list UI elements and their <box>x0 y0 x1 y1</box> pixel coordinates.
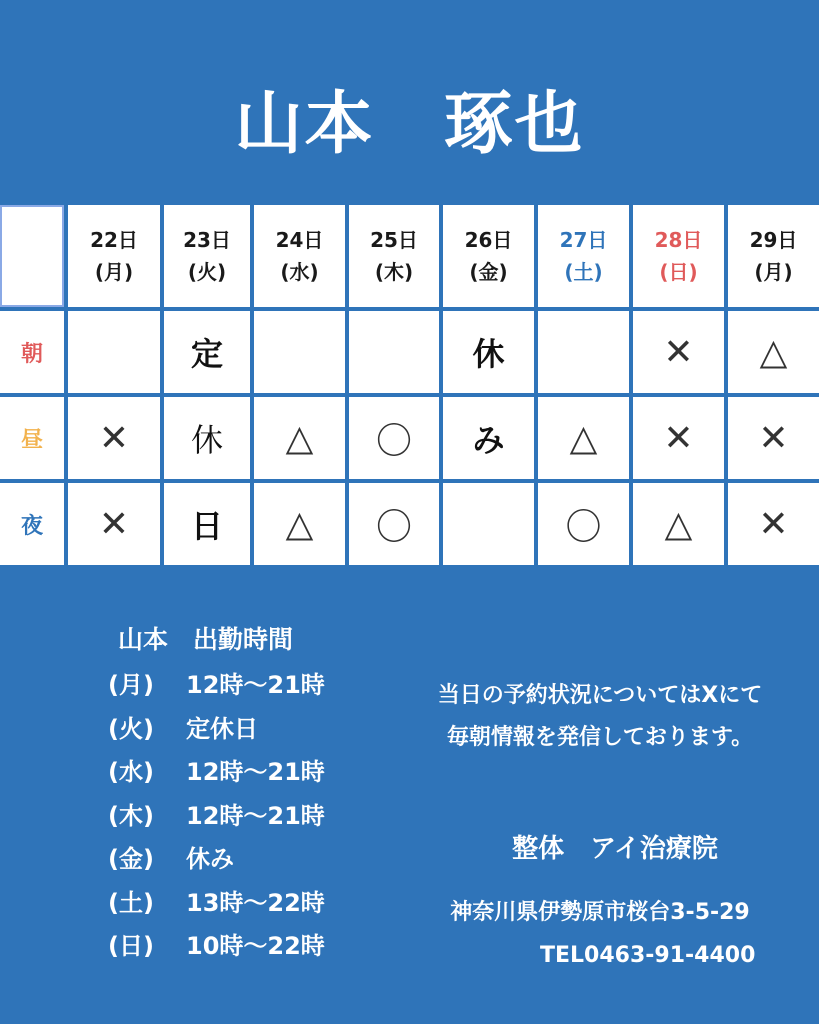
schedule-cell: ✕ <box>633 311 724 393</box>
schedule-cell: 休 <box>443 311 534 393</box>
schedule-cell: み <box>443 397 534 479</box>
day-weekday: (火) <box>187 260 227 284</box>
day-header <box>633 205 724 307</box>
schedule-cell: ✕ <box>728 397 819 479</box>
day-header <box>349 205 439 307</box>
day-header <box>728 205 819 307</box>
day-header <box>254 205 345 307</box>
hours-row <box>108 926 325 970</box>
hours-list <box>108 665 325 970</box>
schedule-cell <box>68 311 160 393</box>
schedule-cell: 日 <box>164 483 250 565</box>
notice-line: 当日の予約状況についてはXにて <box>437 683 763 708</box>
hours-time: 定休日 <box>186 714 258 743</box>
day-date: 29日 <box>749 228 798 252</box>
clinic-phone: TEL0463-91-4400 <box>540 943 756 968</box>
hours-row <box>108 839 325 883</box>
schedule-cell: 休 <box>164 397 250 479</box>
hours-row <box>108 796 325 840</box>
day-weekday: (土) <box>564 260 603 284</box>
row-label: 昼 <box>0 397 64 479</box>
hours-row <box>108 709 325 753</box>
schedule-cell: △ <box>538 397 629 479</box>
day-header <box>443 205 534 307</box>
notice-line: 毎朝情報を発信しております。 <box>446 725 754 750</box>
schedule-cell: ✕ <box>68 483 160 565</box>
day-date: 28日 <box>654 228 703 252</box>
day-weekday: (日) <box>659 260 698 284</box>
hours-row <box>108 665 325 709</box>
hours-day: (日) <box>108 932 154 960</box>
day-date: 22日 <box>90 228 138 252</box>
hours-time: 12時～21時 <box>186 671 325 699</box>
schedule-cell: ✕ <box>68 397 160 479</box>
hours-day: (月) <box>108 671 154 699</box>
hours-day: (木) <box>108 801 154 830</box>
hours-day: (金) <box>108 845 154 873</box>
clinic-name: 整体 アイ治療院 <box>512 834 718 864</box>
day-header <box>538 205 629 307</box>
schedule-cell <box>443 483 534 565</box>
schedule-cell: 〇 <box>349 483 439 565</box>
schedule-table <box>0 205 819 567</box>
day-date: 26日 <box>464 228 513 252</box>
hours-day: (土) <box>108 888 154 917</box>
hours-row <box>108 883 325 927</box>
table-corner <box>0 205 64 307</box>
hours-day: (水) <box>108 758 154 786</box>
schedule-cell: 〇 <box>349 397 439 479</box>
schedule-cell: ✕ <box>633 397 724 479</box>
hours-title: 山本 出勤時間 <box>118 625 294 654</box>
day-date: 25日 <box>370 228 418 252</box>
day-weekday: (木) <box>374 260 414 284</box>
schedule-cell: △ <box>633 483 724 565</box>
page-title: 山本 琢也 <box>234 85 585 164</box>
day-date: 23日 <box>183 228 231 252</box>
schedule-cell: △ <box>254 483 345 565</box>
hours-time: 13時～22時 <box>186 888 325 917</box>
schedule-cell: 定 <box>164 311 250 393</box>
schedule-cell: 〇 <box>538 483 629 565</box>
hours-time: 10時～22時 <box>186 932 325 960</box>
schedule-cell: △ <box>254 397 345 479</box>
day-weekday: (月) <box>754 260 793 284</box>
hours-row <box>108 752 325 796</box>
hours-time: 12時～21時 <box>186 801 325 830</box>
day-weekday: (金) <box>469 260 508 284</box>
schedule-cell: △ <box>728 311 819 393</box>
reservation-notice <box>400 675 800 759</box>
schedule-cell <box>349 311 439 393</box>
day-date: 27日 <box>559 228 608 252</box>
day-weekday: (月) <box>94 260 134 284</box>
day-header <box>68 205 160 307</box>
row-label: 夜 <box>0 483 64 565</box>
schedule-cell <box>254 311 345 393</box>
day-header <box>164 205 250 307</box>
schedule-cell: ✕ <box>728 483 819 565</box>
hours-day: (火) <box>108 714 154 743</box>
schedule-cell <box>538 311 629 393</box>
day-weekday: (水) <box>280 260 319 284</box>
row-label: 朝 <box>0 311 64 393</box>
day-date: 24日 <box>275 228 324 252</box>
hours-time: 休み <box>186 845 234 873</box>
clinic-address: 神奈川県伊勢原市桜台3-5-29 <box>450 900 750 925</box>
hours-time: 12時～21時 <box>186 758 325 786</box>
